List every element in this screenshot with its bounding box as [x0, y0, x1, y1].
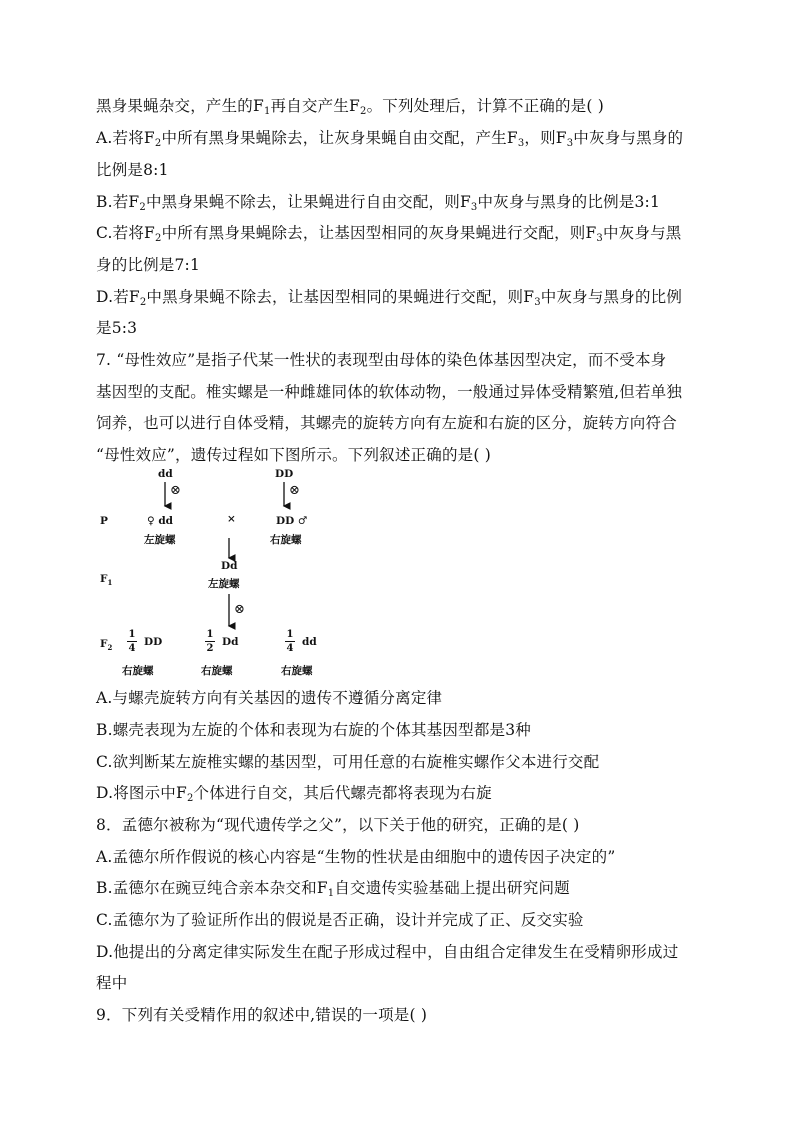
q7-option-d: D.将图示中$F_2$个体进行自交，其后代螺壳都将表现为右旋	[96, 784, 492, 804]
q8-option-d-cont: 程中	[96, 974, 128, 992]
q7-option-a: A.与螺壳旋转方向有关基因的遗传不遵循分离定律	[96, 689, 443, 707]
q7-stem-line-4: “母性效应”，遗传过程如下图所示。下列叙述正确的是( )	[96, 446, 491, 464]
f2-fraction-dd-lower: 1 4	[286, 629, 294, 654]
fraction-bar	[285, 641, 295, 642]
q8-option-b: B.孟德尔在豌豆纯合亲本杂交和$F_1$自交遗传实验基础上提出研究问题	[96, 879, 570, 899]
f2-genotype-dd-upper: DD	[144, 636, 163, 648]
f2-phenotype-1: 右旋螺	[122, 665, 154, 677]
f1-genotype: Dd	[221, 560, 238, 572]
p-female-genotype: ♀ dd	[147, 515, 174, 527]
q8-option-d: D.他提出的分离定律实际发生在配子形成过程中，自由组合定律发生在受精卵形成过	[96, 943, 679, 961]
q6-option-d: D.若$F_2$中黑身果蝇不除去，让基因型相同的果蝇进行交配，则$F_3$中灰身与黑身的比例	[96, 288, 683, 308]
q6-stem-line: 黑身果蝇杂交，产生的$F_1$再自交产生$F_2$。下列处理后，计算不正确的是( )	[96, 97, 604, 117]
f2-phenotype-3: 右旋螺	[281, 665, 313, 677]
f2-phenotype-2: 右旋螺	[201, 665, 233, 677]
fraction-bar	[205, 641, 215, 642]
top-right-genotype: DD	[275, 468, 294, 480]
q7-stem-line-1: 7. “母性效应”是指子代某一性状的表现型由母体的染色体基因型决定，而不受本身	[96, 351, 667, 369]
p-male-genotype: DD ♂	[276, 515, 308, 527]
p-left-phenotype: 左旋螺	[144, 534, 176, 546]
inheritance-diagram	[94, 466, 334, 680]
f2-fraction-dd-upper: 1 4	[128, 629, 136, 654]
q6-option-a: A.若将$F_2$中所有黑身果蝇除去，让灰身果蝇自由交配，产生$F_3$，则$F_3$中灰身与黑身的	[96, 129, 684, 149]
q8-stem: 8．孟德尔被称为“现代遗传学之父”，以下关于他的研究，正确的是( )	[96, 816, 580, 834]
top-left-genotype: dd	[158, 468, 173, 480]
generation-label-f1: $F_1$	[100, 573, 113, 588]
p-right-phenotype: 右旋螺	[270, 534, 302, 546]
q7-option-b: B.螺壳表现为左旋的个体和表现为右旋的个体其基因型都是3种	[96, 721, 531, 739]
q7-stem-line-3: 饲养，也可以进行自体受精，其螺壳的旋转方向有左旋和右旋的区分，旋转方向符合	[96, 414, 677, 432]
generation-label-p: P	[100, 515, 108, 527]
generation-label-f2: $F_2$	[100, 638, 113, 653]
f2-genotype-hetero: Dd	[222, 636, 239, 648]
selfing-symbol-left: ⊗	[170, 483, 181, 498]
q7-option-c: C.欲判断某左旋椎实螺的基因型，可用任意的右旋椎实螺作父本进行交配	[96, 753, 600, 771]
q6-option-d-cont: 是5:3	[96, 319, 138, 337]
f2-genotype-dd-lower: dd	[302, 636, 317, 648]
q7-stem-line-2: 基因型的支配。椎实螺是一种雌雄同体的软体动物，一般通过异体受精繁殖,但若单独	[96, 383, 683, 401]
q8-option-a: A.孟德尔所作假说的核心内容是“生物的性状是由细胞中的遗传因子决定的”	[96, 848, 616, 866]
q6-option-c-cont: 身的比例是7:1	[96, 256, 201, 274]
selfing-symbol-f1: ⊗	[234, 602, 245, 617]
cross-symbol: ×	[227, 513, 236, 525]
selfing-symbol-right: ⊗	[289, 483, 300, 498]
q6-option-a-cont: 比例是8:1	[96, 161, 169, 179]
f2-fraction-dd-hetero: 1 2	[206, 629, 214, 654]
q6-option-b: B.若$F_2$中黑身果蝇不除去，让果蝇进行自由交配，则$F_3$中灰身与黑身的比例是3:1	[96, 193, 661, 213]
q8-option-c: C.孟德尔为了验证所作出的假说是否正确，设计并完成了正、反交实验	[96, 911, 584, 929]
q6-option-c: C.若将$F_2$中所有黑身果蝇除去，让基因型相同的灰身果蝇进行交配，则$F_3$中灰身与黑	[96, 224, 682, 244]
f1-phenotype: 左旋螺	[208, 578, 240, 590]
fraction-bar	[127, 641, 137, 642]
q9-stem: 9．下列有关受精作用的叙述中,错误的一项是( )	[96, 1006, 428, 1024]
